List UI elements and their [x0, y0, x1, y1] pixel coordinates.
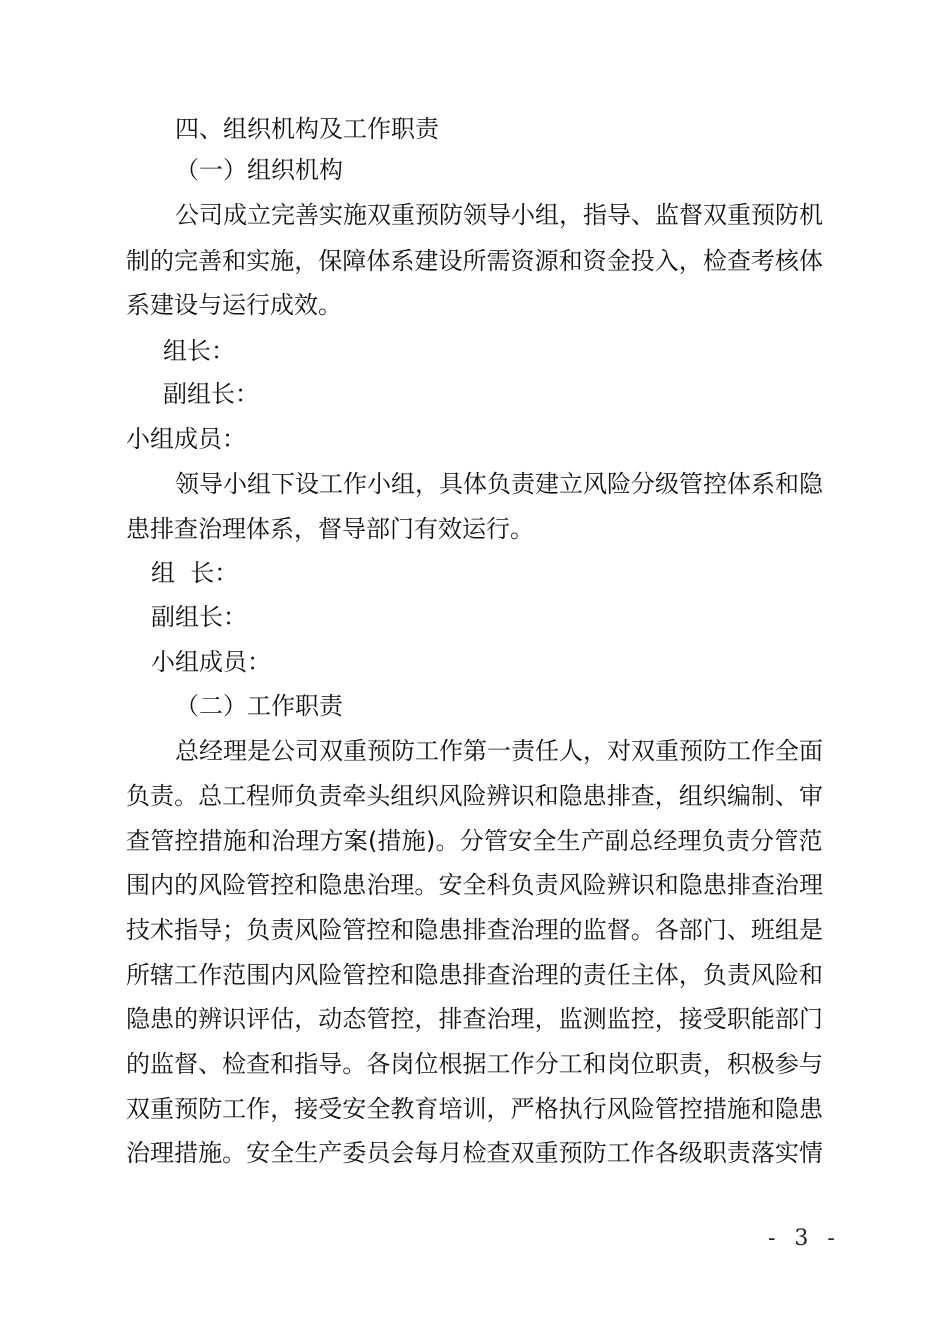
para3-line-1: 总经理是公司双重预防工作第一责任人，对双重预防工作全面 [175, 737, 823, 765]
para3-line-3: 查管控措施和治理方案(措施)。分管安全生产副总经理负责分管范 [126, 827, 823, 855]
para3-line-9: 双重预防工作，接受安全教育培训，严格执行风险管控措施和隐患 [126, 1095, 823, 1123]
para3-line-7: 隐患的辨识评估，动态管控，排查治理，监测监控，接受职能部门 [126, 1005, 823, 1033]
para3-line-10: 治理措施。安全生产委员会每月检查双重预防工作各级职责落实情 [126, 1139, 823, 1167]
section-title: 四、组织机构及工作职责 [175, 115, 439, 143]
para1-line-2: 制的完善和实施，保障体系建设所需资源和资金投入，检查考核体 [126, 247, 823, 275]
leader-label: 组长： [163, 337, 235, 365]
para3-line-5: 技术指导；负责风险管控和隐患排查治理的监督。各部门、班组是 [126, 916, 823, 944]
subsection-title-duties: （二）工作职责 [175, 692, 343, 720]
subsection-title-organization: （一）组织机构 [175, 156, 343, 184]
para3-line-8: 的监督、检查和指导。各岗位根据工作分工和岗位职责，积极参与 [126, 1050, 823, 1078]
para1-line-1: 公司成立完善实施双重预防领导小组，指导、监督双重预防机 [175, 201, 823, 229]
para3-line-6: 所辖工作范围内风险管控和隐患排查治理的责任主体，负责风险和 [126, 961, 823, 989]
para3-line-4: 围内的风险管控和隐患治理。安全科负责风险辨识和隐患排查治理 [126, 871, 823, 899]
work-group-members-label: 小组成员： [151, 648, 271, 676]
para2-line-1: 领导小组下设工作小组，具体负责建立风险分级管控体系和隐 [175, 470, 823, 498]
para2-line-2: 患排查治理体系，督导部门有效运行。 [126, 515, 534, 543]
page-number: - 3 - [768, 1226, 841, 1251]
para3-line-2: 负责。总工程师负责牵头组织风险辨识和隐患排查，组织编制、审 [126, 782, 823, 810]
paragraph-line [126, 200, 823, 230]
work-group-deputy-label: 副组长： [151, 603, 247, 631]
work-group-leader-label: 组 长： [151, 559, 239, 587]
para1-line-3: 系建设与运行成效。 [126, 291, 342, 319]
deputy-leader-label: 副组长： [163, 380, 259, 408]
members-label: 小组成员： [126, 425, 246, 453]
